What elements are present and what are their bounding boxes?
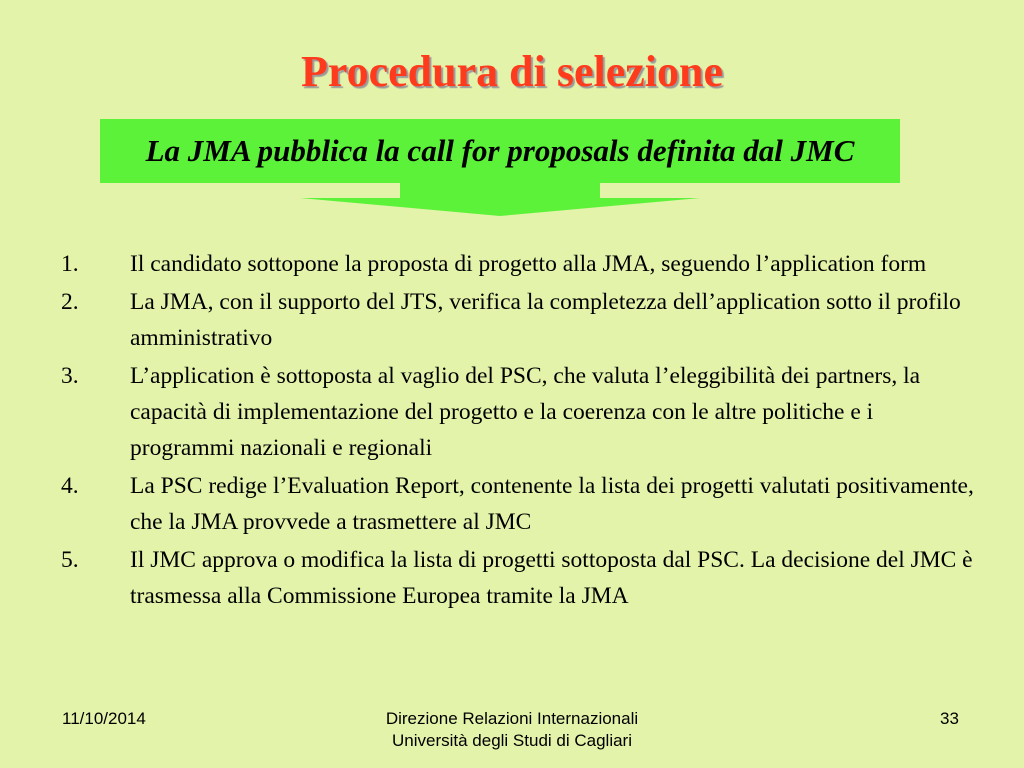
down-arrow-icon <box>300 182 700 216</box>
banner-box <box>100 119 900 183</box>
step-text: L’application è sottoposta al vaglio del PSC, che valuta l’eleggibilità dei partners, la capacità di implementazione del progetto e la coerenza con le altre politiche e i programmi nazionali e regionali <box>130 363 921 461</box>
list-item <box>0 284 980 356</box>
list-item <box>0 358 980 466</box>
footer-page-number: 33 <box>940 709 959 728</box>
slide-title: Procedura di selezione <box>301 47 723 96</box>
down-arrow-shape <box>300 182 700 216</box>
step-number: 3. <box>61 363 79 389</box>
step-number: 4. <box>61 473 79 499</box>
footer-org-line1: Direzione Relazioni Internazionali <box>385 709 639 728</box>
banner-text: La JMA pubblica la call for proposals definita dal JMC <box>145 133 855 168</box>
step-text: Il candidato sottopone la proposta di progetto alla JMA, seguendo l’application form <box>130 251 927 277</box>
step-number: 1. <box>61 251 79 277</box>
steps-list <box>0 246 1024 616</box>
list-item <box>0 542 980 614</box>
footer-org-line2: Università degli Studi di Cagliari <box>391 731 632 750</box>
step-text: La JMA, con il supporto del JTS, verifica la completezza dell’application sotto il profilo amministrativo <box>130 289 961 351</box>
footer-date: 11/10/2014 <box>62 709 146 728</box>
step-text: Il JMC approva o modifica la lista di progetti sottoposta dal PSC. La decisione del JMC è trasmessa alla Commissione Europea tramite la JMA <box>130 547 973 609</box>
footer-organization <box>312 708 712 752</box>
step-number: 2. <box>61 289 79 315</box>
step-number: 5. <box>61 547 79 573</box>
list-item <box>0 468 980 540</box>
step-text: La PSC redige l’Evaluation Report, contenente la lista dei progetti valutati positivamente, che la JMA provvede a trasmettere al JMC <box>130 473 974 535</box>
list-item <box>0 246 980 282</box>
